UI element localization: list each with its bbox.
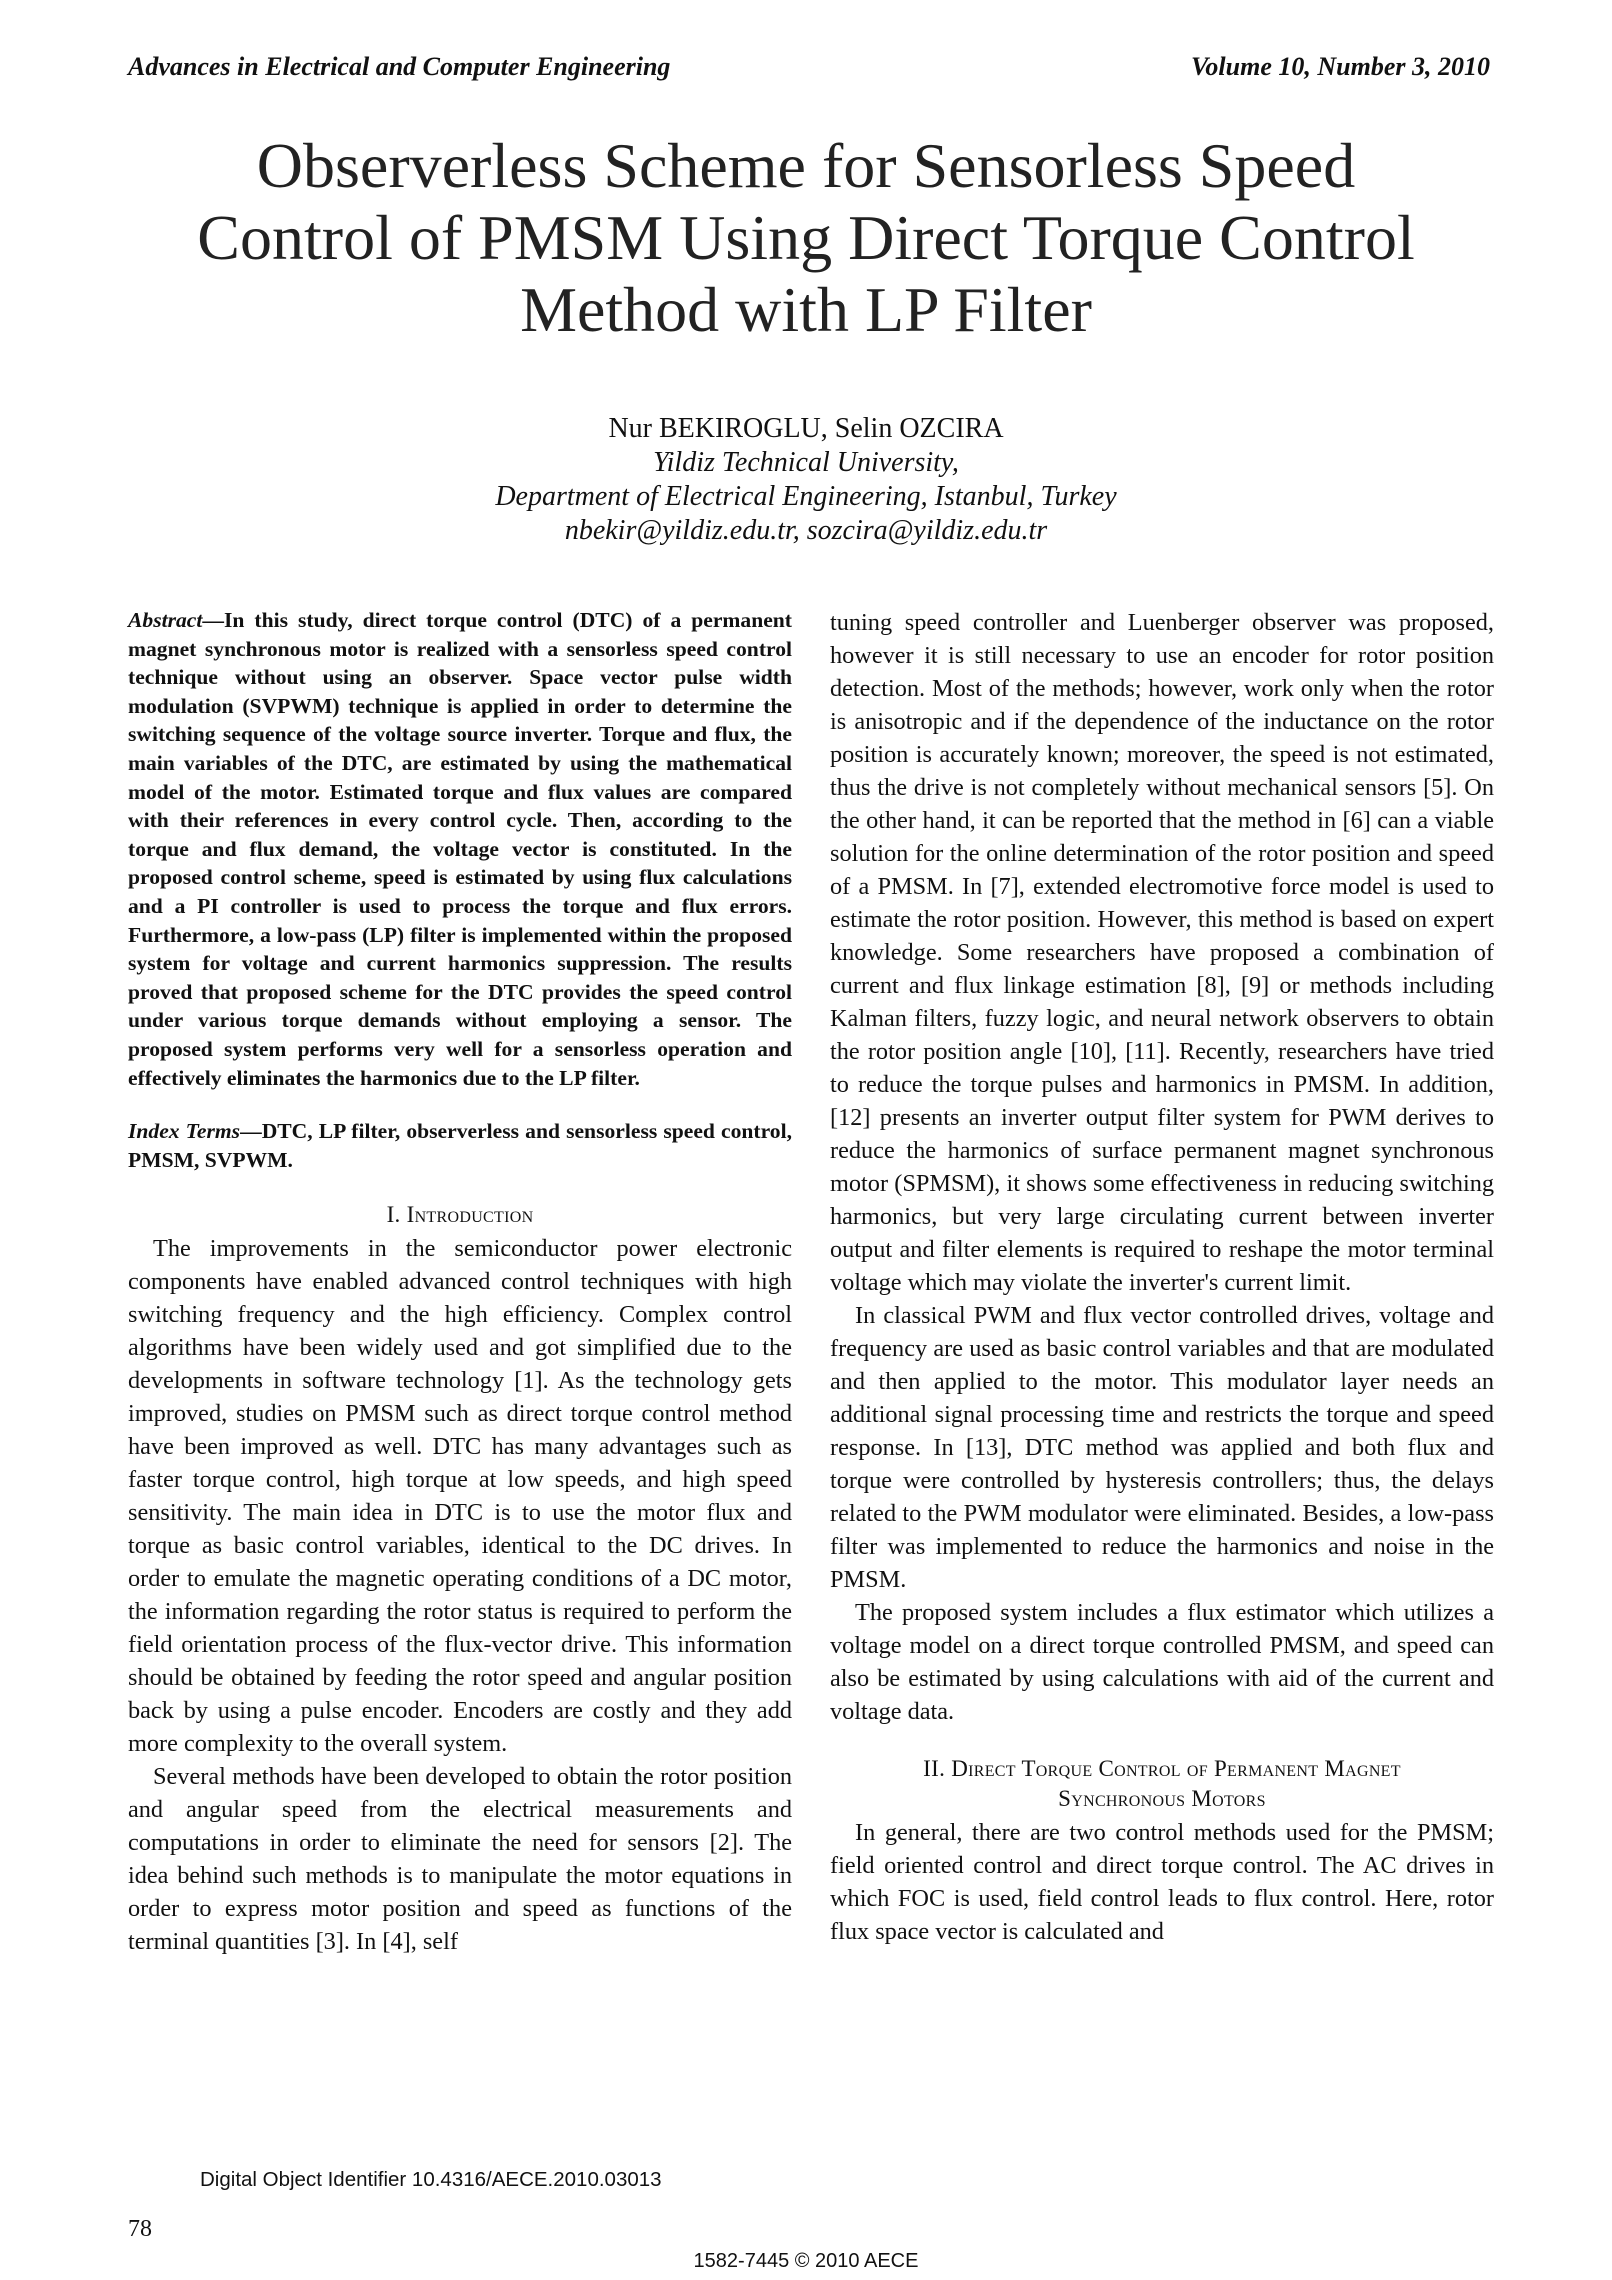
index-terms-label: Index Terms: [128, 1119, 241, 1144]
abstract-text: —In this study, direct torque control (DTC) of a permanent magnet synchronous motor is realized with a sensorless speed control technique without using an observer. Space vector pulse width modulation (SVPWM) technique is applied in order to determine the switching sequence of the voltage source inverter. Torque and flux, the main variables of the DTC, are estimated by using the mathematical model of the motor. Estimated torque and flux values are compared with their references in every control cycle. Then, according to the torque and flux demand, the voltage vector is constituted. In the proposed control scheme, speed is estimated by using flux calculations and a PI controller is used to process the torque and flux errors. Furthermore, a low-pass (LP) filter is implemented within the proposed system for voltage and current harmonics suppression. The results proved that proposed scheme for the DTC provides the speed control under various torque demands without employing a sensor. The proposed system performs very well for a sensorless operation and effectively eliminates the harmonics due to the LP filter.: [128, 608, 792, 1090]
section-heading-dtc: [830, 1754, 1494, 1814]
title-line: Observerless Scheme for Sensorless Speed: [256, 130, 1356, 201]
index-terms: [128, 1117, 792, 1174]
left-column: [128, 606, 792, 1958]
author-university: Yildiz Technical University,: [653, 447, 959, 478]
page-number: 78: [128, 2216, 152, 2242]
body-paragraph: In classical PWM and flux vector controlled drives, voltage and frequency are used as basic control variables and that are modulated and then applied to the motor. This modulator layer needs an additional signal processing time and restricts the torque and speed response. In [13], DTC method was applied and both flux and torque were controlled by hysteresis controllers; thus, the delays related to the PWM modulator were eliminated. Besides, a low-pass filter was implemented to reduce the harmonics and noise in the PMSM.: [830, 1302, 1494, 1593]
body-paragraph: The proposed system includes a flux estimator which utilizes a voltage model on a direct torque controlled PMSM, and speed can also be estimated by using calculations with aid of the current and voltage data.: [830, 1599, 1494, 1725]
doi-footnote: Digital Object Identifier 10.4316/AECE.2010.03013: [200, 2168, 662, 2191]
section-heading-line: II. Direct Torque Control of Permanent Magnet: [923, 1756, 1401, 1781]
abstract-label: Abstract: [128, 608, 203, 632]
journal-name: Advances in Electrical and Computer Engineering: [128, 52, 671, 81]
body-paragraph: The improvements in the semiconductor power electronic components have enabled advanced control techniques with high switching frequency and the high efficiency. Complex control algorithms have been widely used and got simplified due to the developments in software technology [1]. As the technology gets improved, studies on PMSM such as direct torque control method have been improved as well. DTC has many advantages such as faster torque control, high torque at low speeds, and high speed sensitivity. The main idea in DTC is to use the motor flux and torque as basic control variables, identical to the DC drives. In order to emulate the magnetic operating conditions of a DC motor, the information regarding the rotor status is required to perform the field orientation process of the flux-vector drive. This information should be obtained by feeding the rotor speed and angular position back by using a pulse encoder. Encoders are costly and they add more complexity to the overall system.: [128, 1235, 792, 1758]
title-line: Method with LP Filter: [520, 274, 1092, 345]
section-heading-line: Synchronous Motors: [1058, 1786, 1266, 1811]
author-block: [300, 412, 1312, 548]
title-line: Control of PMSM Using Direct Torque Control: [197, 202, 1415, 273]
author-names: Nur BEKIROGLU, Selin OZCIRA: [608, 413, 1004, 444]
index-terms-text: —DTC, LP filter, observerless and sensorless speed control, PMSM, SVPWM.: [128, 1119, 792, 1172]
issn-copyright: 1582-7445 © 2010 AECE: [693, 2250, 919, 2272]
author-department: Department of Electrical Engineering, Istanbul, Turkey: [495, 481, 1117, 512]
author-emails: nbekir@yildiz.edu.tr, sozcira@yildiz.edu.tr: [564, 515, 1048, 546]
abstract: [128, 606, 792, 1092]
running-header: [128, 52, 1490, 84]
body-paragraph: tuning speed controller and Luenberger observer was proposed, however it is still necessary to use an encoder for rotor position detection. Most of the methods; however, work only when the rotor is anisotropic and if the dependence of the inductance on the rotor position is accurately known; moreover, the speed is not estimated, thus the drive is not completely without mechanical sensors [5]. On the other hand, it can be reported that the method in [6] can a viable solution for the online determination of the rotor position and speed of a PMSM. In [7], extended electromotive force model is used to estimate the rotor position. However, this method is based on expert knowledge. Some researchers have proposed a combination of current and flux linkage estimation [8], [9] or methods including Kalman filters, fuzzy logic, and neural network observers to obtain the rotor position angle [10], [11]. Recently, researchers have tried to reduce the torque pulses and harmonics in PMSM. In addition, [12] presents an inverter output filter system for PWM derives to reduce the harmonics of surface permanent magnet synchronous motor (SPMSM), it shows some effectiveness in reducing switching harmonics, but very large circulating current between inverter output and filter elements is required to reshape the motor terminal voltage which may violate the inverter's current limit.: [830, 609, 1494, 1296]
section-heading-introduction: I. Introduction: [386, 1202, 534, 1228]
body-paragraph: Several methods have been developed to obtain the rotor position and angular speed from the electrical measurements and computations in order to eliminate the need for sensors [2]. The idea behind such methods is to manipulate the motor equations in order to express motor position and speed as functions of the terminal quantities [3]. In [4], self: [128, 1763, 792, 1956]
volume-info: Volume 10, Number 3, 2010: [1190, 52, 1490, 81]
paper-title: [100, 130, 1512, 346]
right-column: [830, 606, 1494, 1948]
body-paragraph: In general, there are two control methods used for the PMSM; field oriented control and direct torque control. The AC drives in which FOC is used, field control leads to flux control. Here, rotor flux space vector is calculated and: [830, 1819, 1494, 1945]
